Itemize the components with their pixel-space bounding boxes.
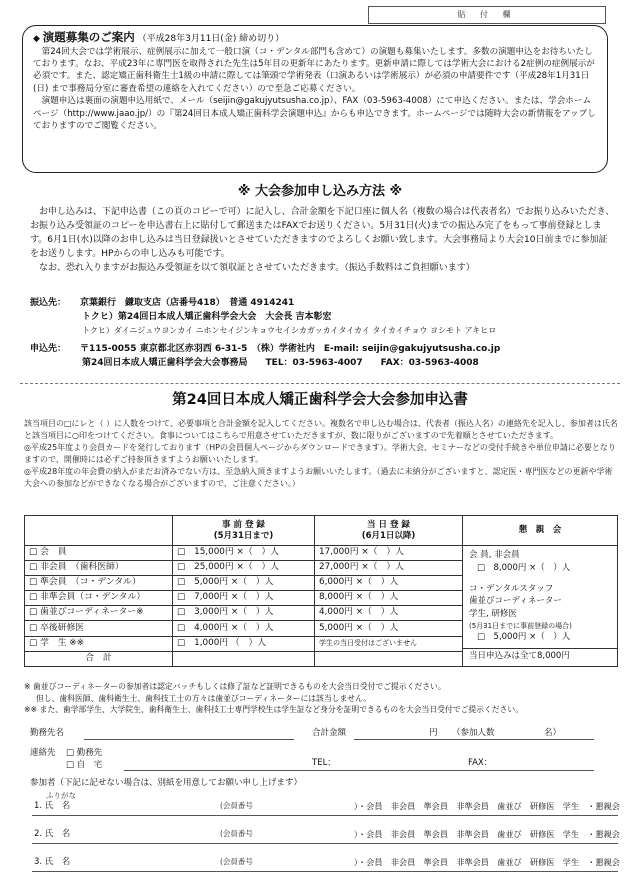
note-1b: 但し、歯科医師、歯科衛生士、歯科技工士の方々は歯並びコーディネーターには該当しません。 [36,693,372,703]
fee-pre[interactable]: □ 1,000円 （ ）人 [173,636,315,651]
banquet-student-note: (5月31日までに事前登録の場合) [469,621,572,630]
fee-day[interactable]: 4,000円 ×（ ）人 [315,606,463,621]
fee-category[interactable]: □ 非準会員（コ・デンタル） [25,591,173,606]
instruction-3: ◎平成28年度の年会費の納入がまだお済みでない方は、至急納入頂きますようお願いいたします。（過去に未納分がございますと、認定医・専門医などの更新や学術大会への参加などができなくなる場合がございますので、ご注意ください。） [24,467,613,488]
office-name-field[interactable] [84,739,294,740]
fee-pre[interactable]: □ 15,000円 ×（ ）人 [173,546,315,561]
fee-header-day: 当 日 登 録 (6月1日以降) [315,516,463,546]
count-label: （参加人数 [452,728,495,738]
call-deadline: （平成28年3月11日(金) 締め切り） [137,34,285,44]
participant-2-field[interactable] [32,843,618,844]
yen-label: 円 [429,728,438,738]
member-no-label: (会員番号 [220,829,253,838]
call-paragraph-1: 第24回大会では学術展示、症例展示に加えて一般口演（コ・デンタル部門も含めて）の演題も募集いたします。多数の演題申込をお待ちいたしております。なお、平成23年に専門医を取得された先生は5年目の更新年にあたります。更新申請に際しては学術大会における2症例の症例展示が必須です。また、認定矯正歯科衛生士1級の申請に際しては筆頭で学術発表（口演あるいは学術展示）が必須の申請要件です（平成28年1月31日(日) まで事務局分室に審査希望の連絡を入れてください）ので至急ご応募ください。 [33,46,595,94]
instruction-2: ◎平成25年度より会員カードを発行しております（HPの会員個人ページからダウンロードできます）。学術大会、セミナーなどの受付手続きや単位申請に必要となりますので、開催時には必ずご持参頂きますようお願いいたします。 [24,443,616,464]
participant-1-label: 1. 氏 名 [34,801,71,811]
participant-3-field[interactable] [32,871,618,872]
fee-day[interactable]: 27,000円 ×（ ）人 [315,561,463,576]
fee-pre[interactable]: □ 3,000円 ×（ ）人 [173,606,315,621]
fee-category[interactable]: □ 卒後研修医 [25,621,173,636]
method-paragraph-2: なお、恐れ入りますがお振込み受領証を以て領収証とさせていただきます。（振込手数料はご負担願います） [39,262,475,273]
contact-label: 連絡先 [30,748,56,758]
account-holder: トクヒ）第24回日本成人矯正歯科学会大会 大会長 吉本彰宏 [82,312,332,323]
office-contact: 第24回日本成人矯正歯科学会大会事務局 TEL：03-5963-4007 FAX：03-5963-4008 [82,357,479,368]
participant-2-label: 2. 氏 名 [34,829,71,839]
contact-work-checkbox[interactable]: □ 勤務先 [66,748,103,758]
fee-header-pre: 事 前 登 録 (5月31日まで) [173,516,315,546]
address: 〒115-0055 東京都北区赤羽西 6-31-5 （株）学術社内 E-mail: seijin@gakujyutsusha.co.jp [80,343,501,354]
member-no-label: (会員番号 [220,857,253,866]
note-2: ※※ また、歯学部学生、大学院生、歯科衛生士、歯科技工士専門学校生は学生証など身分を証明できるものを大会当日受付でご提示ください。 [24,705,523,715]
address-label: 申込先： [30,343,67,354]
fee-pre[interactable]: □ 7,000円 ×（ ）人 [173,591,315,606]
tel-label: TEL： [312,758,336,768]
cut-line [20,383,620,384]
payment-section [30,296,620,370]
contact-home-checkbox[interactable]: □ 自 宅 [66,760,103,770]
fee-pre[interactable]: □ 5,000円 ×（ ）人 [173,576,315,591]
fee-pre[interactable]: □ 25,000円 ×（ ）人 [173,561,315,576]
banquet-cell [463,546,618,667]
participants-label: 参加者（下記に記せない場合は、別紙を用意してお願い申し上げます） [30,778,303,788]
fee-category[interactable]: □ 学 生 ※※ [25,636,173,651]
total-label: 合 計 [25,651,173,666]
participant-3-options[interactable]: ）・会員 非会員 準会員 非準会員 歯並び 研修医 学生 ・懇親会 [353,857,620,867]
call-paragraph-2: 演題申込は裏面の演題申込用紙で、メール（seijin@gakujyutsusha.co.jp）、FAX（03-5963-4008）にて申込ください。または、学会ホームページ（http://www.jaao.jp/）の『第24回日本成人矯正歯科学会演題申込』からも申込できます。ホームページでは随時大会の新情報をアップしておりますのでご閲覧ください。 [33,96,596,132]
method-paragraph-1: お申し込みは、下記申込書（この頁のコピーで可）に記入し、合計金額を下記口座に個人名（複数の場合は代表者名）でお振り込みいただき、お振り込み受領証のコピーを申込書右上に貼付して郵送またはFAXでお送りください。5月31日(火)までの振込み完了をもって事前登録とします。6月1日(水)以降のお申し込みは当日登録扱いとさせていただきますのでよろしくお願い致します。大会事務局より大会10日前までに参加証をお送りします。HPからの申し込みも可能です。 [30,207,615,259]
total-pre[interactable] [173,651,315,666]
note-1: ※ 歯並びコーディネーターの参加者は認定バッチもしくは修了証など証明できるものを大会当日受付でご提示ください。 [24,682,446,691]
banquet-coordinator: 歯並びコーディネーター [469,596,562,607]
receipt-stamp-box: 貼 付 欄 [368,6,606,24]
instruction-1: 該当項目の□にレと（ ）に人数をつけて、必要事項と合計金額を記入してください。複数名で申し込む場合は、代表者（振込人名）の連絡先を記入し、参加者は氏名と該当項目に○印をつけてください。食事についてはこちらで用意させていただきますが、数に限りがございますので先着順とさせていただきます。 [24,419,618,440]
fee-day[interactable]: 6,000円 ×（ ）人 [315,576,463,591]
fee-day[interactable]: 8,000円 ×（ ）人 [315,591,463,606]
fee-header-blank [25,516,173,546]
participant-3-label: 3. 氏 名 [34,857,71,867]
fee-category[interactable]: □ 歯並びコーディネーター※ [25,606,173,621]
fee-day: 学生の当日受付はございません [315,636,463,651]
member-no-label: (会員番号 [220,801,253,810]
people-label: 名） [544,728,562,738]
banquet-student-fee[interactable]: □ 5,000円 ×（ ）人 [477,632,571,643]
participant-2-options[interactable]: ）・会員 非会員 準会員 非準会員 歯並び 研修医 学生 ・懇親会 [353,829,620,839]
banquet-member: 会 員, 非会員 [469,550,520,560]
banquet-student: 学生, 研修医 [469,609,517,619]
participant-1-options[interactable]: ）・会員 非会員 準会員 非準会員 歯並び 研修医 学生 ・懇親会 [353,801,620,811]
form-title: 第24回日本成人矯正歯科学会大会参加申込書 [172,392,468,408]
banquet-member-fee[interactable]: □ 8,000円 ×（ ）人 [477,562,571,573]
fee-category[interactable]: □ 非会員 （歯科医師） [25,561,173,576]
fax-label: FAX： [468,758,493,768]
fee-day[interactable]: 17,000円 ×（ ）人 [315,546,463,561]
total-amount-label: 合計金額 [312,728,347,738]
fee-day[interactable]: 5,000円 ×（ ）人 [315,621,463,636]
office-name-label: 勤務先名 [30,728,65,738]
call-for-papers-box [22,25,608,173]
notes-section [24,681,620,716]
call-title: ◆ [33,34,40,44]
fee-table [24,515,618,667]
method-title: ※ 大会参加申し込み方法 ※ [237,184,403,199]
bank-info: 京葉銀行 鎌取支店（店番号418） 普通 4914241 [80,298,295,308]
account-holder-kana: トクヒ）ダイニジュウヨンカイ ニホンセイジンキョウセイシカガッカイタイカイ タイカイチョウ ヨシモト アキヒロ [82,325,497,335]
total-day[interactable] [315,651,463,666]
fee-pre[interactable]: □ 4,000円 ×（ ）人 [173,621,315,636]
payment-label: 振込先： [30,298,67,308]
participant-1-field[interactable] [32,815,618,816]
furigana-label: ふりがな [46,791,76,800]
method-section [30,206,615,276]
banquet-codental: コ・デンタルスタッフ [469,583,554,594]
banquet-day-note: 当日申込みは全て8,000円 [463,648,617,663]
form-instructions [24,418,620,490]
fee-category[interactable]: □ 準会員 （コ・デンタル） [25,576,173,591]
call-heading: 演題募集のご案内 [42,30,135,44]
fee-category[interactable]: □ 会 員 [25,546,173,561]
contact-field[interactable] [124,770,594,771]
table-row [25,546,618,561]
fee-header-banquet: 懇 親 会 [463,516,618,546]
